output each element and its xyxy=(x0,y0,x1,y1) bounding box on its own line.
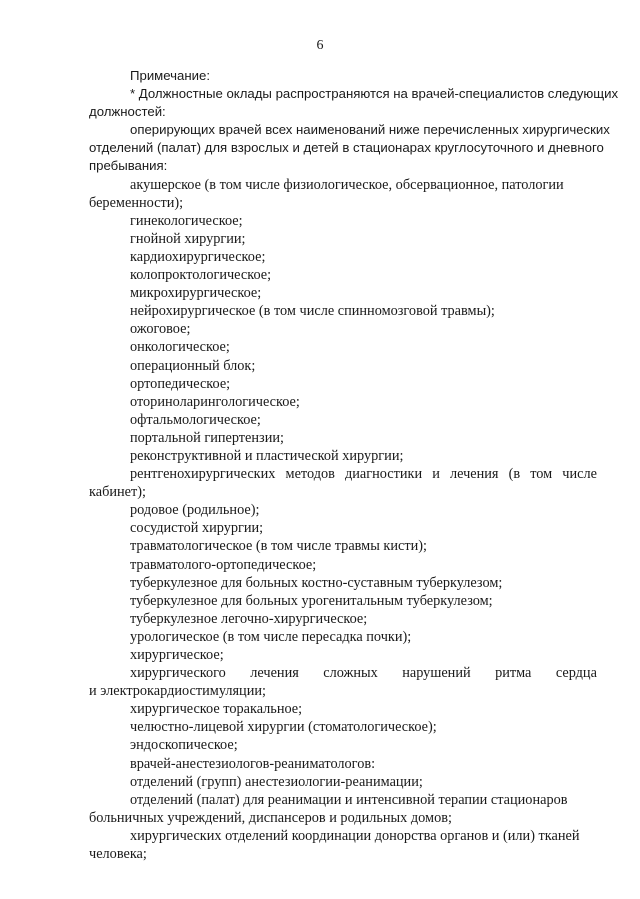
text-line: травматологическое (в том числе травмы кисти); xyxy=(130,538,427,555)
text-word: том xyxy=(530,466,553,483)
text-line: портальной гипертензии; xyxy=(130,429,284,446)
text-line: * Должностные оклады распространяются на врачей-специалистов следующих xyxy=(130,86,619,102)
text-line: отделений (палат) для реанимации и интенсивной терапии стационаров xyxy=(130,791,568,808)
text-line: кабинет); xyxy=(89,484,146,501)
text-line: человека; xyxy=(89,846,147,863)
text-line: оториноларингологическое; xyxy=(130,393,300,410)
text-line: пребывания: xyxy=(89,158,168,174)
text-word: хирургического xyxy=(130,665,226,682)
text-line xyxy=(89,664,597,682)
text-line: офтальмологическое; xyxy=(130,411,261,428)
text-word: нарушений xyxy=(402,665,471,682)
text-word: лечения xyxy=(250,665,299,682)
text-line: врачей-анестезиологов-реаниматологов: xyxy=(130,755,376,772)
text-line: ожоговое; xyxy=(130,321,191,338)
text-line: реконструктивной и пластической хирургии; xyxy=(130,447,404,464)
text-line: Примечание: xyxy=(130,68,210,83)
text-line: должностей: xyxy=(89,104,166,120)
text-line: больничных учреждений, диспансеров и родильных домов; xyxy=(89,809,452,826)
text-line: гинекологическое; xyxy=(130,212,243,229)
text-word: числе xyxy=(562,466,597,483)
text-word: ритма xyxy=(495,665,532,682)
text-line: и электрокардиостимуляции; xyxy=(89,683,266,700)
text-line: челюстно-лицевой хирургии (стоматологическое); xyxy=(130,719,437,736)
text-line: туберкулезное легочно-хирургическое; xyxy=(130,610,368,627)
text-line: микрохирургическое; xyxy=(130,285,262,302)
text-line: гнойной хирургии; xyxy=(130,230,246,247)
text-line: нейрохирургическое (в том числе спинномозговой травмы); xyxy=(130,303,495,320)
text-word: сложных xyxy=(323,665,378,682)
text-line: урологическое (в том числе пересадка почки); xyxy=(130,628,412,645)
text-line: беременности); xyxy=(89,194,184,211)
text-line: сосудистой хирургии; xyxy=(130,520,264,537)
text-line: хирургическое; xyxy=(130,647,224,663)
text-line: акушерское (в том числе физиологическое, обсервационное, патологии xyxy=(130,176,564,193)
text-line: хирургических отделений координации донорства органов и (или) тканей xyxy=(130,827,580,844)
text-line xyxy=(89,465,597,483)
text-line: туберкулезное для больных костно-суставным туберкулезом; xyxy=(130,574,503,591)
text-word: диагностики xyxy=(344,466,423,483)
text-line: туберкулезное для больных урогенитальным туберкулезом; xyxy=(130,592,493,609)
page-number: 6 xyxy=(316,38,324,53)
text-line: травматолого-ортопедическое; xyxy=(130,556,317,573)
text-line: оперирующих врачей всех наименований ниже перечисленных хирургических xyxy=(130,122,610,138)
text-line: родовое (родильное); xyxy=(130,502,260,519)
text-line: колопроктологическое; xyxy=(130,267,272,284)
text-line: операционный блок; xyxy=(130,357,256,374)
text-word: и xyxy=(432,466,440,483)
text-line: онкологическое; xyxy=(130,339,230,356)
text-line: хирургическое торакальное; xyxy=(130,701,303,718)
text-word: сердца xyxy=(555,665,597,682)
text-line: эндоскопическое; xyxy=(130,737,238,754)
text-line: отделений (групп) анестезиологии-реанимации; xyxy=(130,773,423,790)
text-line: кардиохирургическое; xyxy=(130,248,266,265)
text-line: ортопедическое; xyxy=(130,375,231,392)
document-body xyxy=(89,67,619,863)
text-line: отделений (палат) для взрослых и детей в стационарах круглосуточного и дневного xyxy=(89,140,604,156)
text-word: рентгенохирургических xyxy=(130,466,276,483)
text-word: (в xyxy=(508,466,521,483)
text-word: лечения xyxy=(449,466,499,483)
text-word: методов xyxy=(285,466,335,483)
